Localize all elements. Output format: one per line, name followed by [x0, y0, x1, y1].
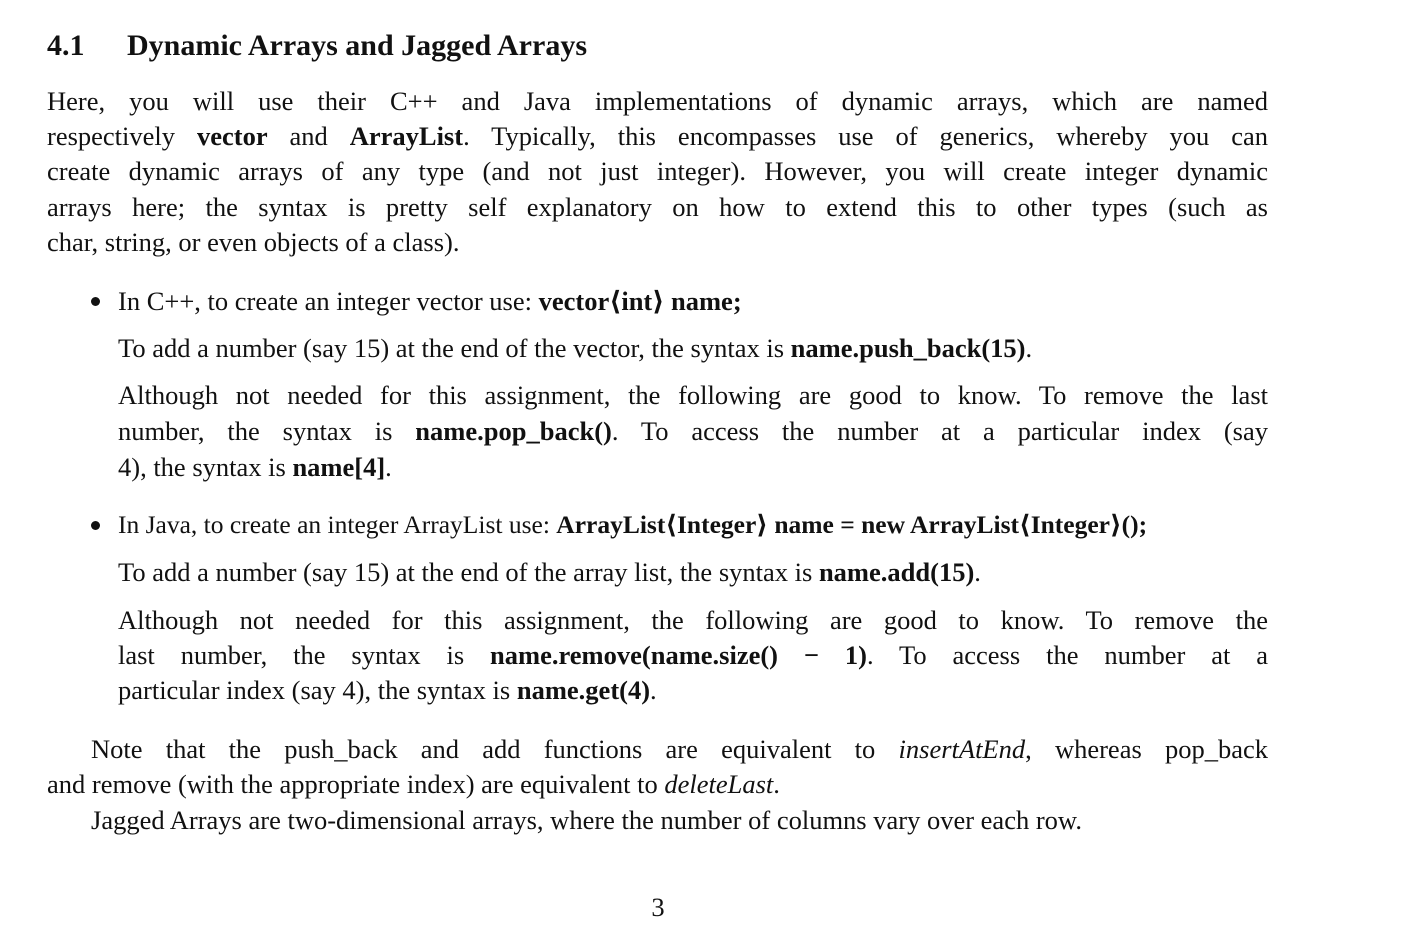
text-span: .	[385, 452, 392, 482]
cpp-line-3: Although not needed for this assignment, the following are good to know. To remove the last	[118, 380, 1268, 410]
java-line-4	[118, 638, 1268, 672]
code-vector-decl: vector⟨int⟩ name;	[538, 286, 742, 316]
note-line-2	[47, 767, 780, 801]
intro-line-5: char, string, or even objects of a class).	[47, 227, 460, 257]
text-span: .	[974, 557, 981, 587]
java-line-5	[118, 673, 657, 707]
section-number: 4.1	[47, 29, 85, 62]
intro-line-4: arrays here; the syntax is pretty self explanatory on how to extend this to other types (such as	[47, 192, 1268, 222]
text-span: number, the syntax is	[118, 416, 416, 446]
text-span: . To access the number at a	[866, 640, 1268, 670]
code-push-back: name.push_back(15)	[790, 333, 1026, 363]
text-span: To add a number (say 15) at the end of the array list, the syntax is	[118, 557, 819, 587]
cpp-line-2	[118, 331, 1032, 365]
text-span: and remove (with the appropriate index) are equivalent to	[47, 769, 665, 799]
text-span: and	[267, 121, 350, 151]
intro-line-1: Here, you will use their C++ and Java implementations of dynamic arrays, which are named	[47, 86, 1268, 116]
bullet-icon	[91, 521, 100, 530]
cpp-line-5	[118, 450, 392, 484]
intro-line-2	[47, 119, 1268, 153]
text-span: , whereas pop_back	[1025, 734, 1268, 764]
text-span: In C++, to create an integer vector use:	[118, 286, 539, 316]
text-span: last number, the syntax is	[118, 640, 491, 670]
note-line-1	[91, 732, 1268, 766]
bullet-icon	[91, 297, 100, 306]
cpp-line-1	[118, 284, 742, 318]
code-pop-back: name.pop_back()	[415, 416, 612, 446]
java-line-1	[118, 508, 1147, 542]
text-span: Note that the push_back and add functions are equivalent to	[91, 734, 899, 764]
text-span: . Typically, this encompasses use of generics, whereby you can	[463, 121, 1268, 151]
term-insert-at-end: insertAtEnd	[898, 734, 1026, 764]
java-line-2	[118, 555, 981, 589]
text-span: particular index (say 4), the syntax is	[118, 675, 517, 705]
section-heading	[47, 28, 587, 64]
term-vector: vector	[196, 121, 268, 151]
code-remove: name.remove(name.size() − 1)	[490, 640, 867, 670]
term-delete-last: deleteLast	[664, 769, 774, 799]
code-add: name.add(15)	[818, 557, 975, 587]
text-span: .	[773, 769, 780, 799]
intro-line-3: create dynamic arrays of any type (and not just integer). However, you will create integer dynamic	[47, 156, 1268, 186]
java-line-3: Although not needed for this assignment, the following are good to know. To remove the	[118, 605, 1268, 635]
text-span: .	[650, 675, 657, 705]
section-title: Dynamic Arrays and Jagged Arrays	[127, 29, 587, 62]
page-number: 3	[651, 892, 665, 922]
code-arraylist-decl: ArrayList⟨Integer⟩ name = new ArrayList⟨Integer⟩();	[556, 510, 1148, 539]
code-index-access: name[4]	[292, 452, 386, 482]
text-span: respectively	[47, 121, 197, 151]
text-span: 4), the syntax is	[118, 452, 293, 482]
text-span: To add a number (say 15) at the end of the vector, the syntax is	[118, 333, 791, 363]
text-span: . To access the number at a particular index (say	[611, 416, 1268, 446]
text-span: .	[1025, 333, 1033, 363]
code-get: name.get(4)	[516, 675, 651, 705]
jagged-arrays-line: Jagged Arrays are two-dimensional arrays, where the number of columns vary over each row.	[91, 805, 1082, 835]
term-arraylist: ArrayList	[349, 121, 464, 151]
cpp-line-4	[118, 414, 1268, 448]
text-span: In Java, to create an integer ArrayList use:	[118, 510, 557, 539]
